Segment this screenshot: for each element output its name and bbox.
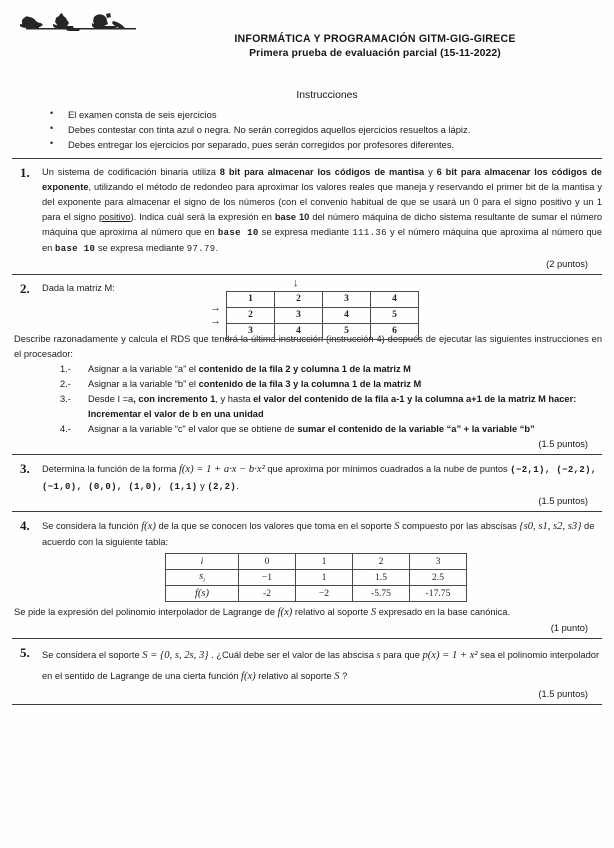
text-fragment: Asignar a la variable “c” el valor que se obtiene de	[88, 424, 298, 435]
data-point-last: (2,2)	[207, 481, 237, 492]
row-label-i: i	[166, 553, 239, 569]
exercise-4	[0, 518, 614, 633]
step-marker: 3.-	[60, 394, 71, 405]
text-bold: el valor del contenido de la fila a-1 y la columna a+1 de la matriz M hacer:	[253, 394, 577, 405]
function-symbol: f(x)	[277, 606, 293, 618]
text-mono-bold: base 10	[217, 228, 259, 239]
exercise-points: (1.5 puntos)	[538, 689, 588, 700]
exercise-2-steps	[12, 362, 602, 437]
list-item: • El examen consta de seis ejercicios	[46, 107, 614, 122]
polynomial-expression: p(x) = 1 + x²	[422, 649, 478, 661]
text-fragment: Asignar a la variable “a” el	[88, 364, 199, 374]
exercise-5-text	[42, 645, 602, 687]
exercise-points: (2 puntos)	[546, 258, 588, 269]
text-fragment: del número máquina de dicho sistema resultante de sumar el número máquina que aproxima al número que en	[42, 212, 602, 238]
matrix-cell: 4	[323, 307, 371, 323]
text-fragment: Se pide la expresión del polinomio interpolador de Lagrange de	[14, 606, 278, 617]
text-fragment: relativo al soporte	[255, 671, 335, 682]
exercise-number: 1.	[20, 164, 30, 180]
text-fragment: ). Indica cuál será la expresión en	[130, 212, 275, 223]
list-item	[60, 377, 602, 392]
matrix-cell: 1	[227, 291, 275, 307]
text-fragment: , y hasta	[215, 394, 254, 405]
exam-title-block	[150, 32, 600, 61]
text-fragment: Se considera el soporte	[42, 649, 143, 660]
text-fragment: Un sistema de codificación binaria utiliza	[42, 166, 220, 177]
table-cell: 1	[296, 569, 353, 585]
matrix-cell: 6	[371, 323, 419, 339]
support-definition: S = {0, s, 2s, 3}	[142, 649, 209, 661]
table-row	[227, 291, 419, 307]
matrix-m-table	[226, 291, 419, 340]
text-fragment: relativo al soporte	[292, 606, 371, 617]
function-symbol: f(x)	[141, 521, 156, 533]
text-fragment: , utilizando el método de redondeo para aproximar los valores reales que maneja y reservando el primer bit de la mantisa y del exponente para almacenar el signo de los números (con el convenio habitual de que se usará un 0 para el signo positivo y un 1 para el signo	[42, 181, 602, 223]
exercise-1-text	[42, 165, 602, 257]
row-label-text	[195, 588, 209, 599]
exercise-1	[0, 165, 614, 269]
section-divider	[12, 511, 602, 512]
exercise-4-text	[42, 518, 602, 550]
table-cell: 2.5	[410, 569, 467, 585]
section-divider	[12, 638, 602, 639]
matrix-cell: 4	[371, 291, 419, 307]
matrix-cell: 3	[323, 291, 371, 307]
text-bold: contenido de la fila 3 y la columna 1 de la matriz M	[198, 379, 422, 390]
row-label-fs	[166, 585, 239, 601]
support-symbol: S	[334, 671, 340, 683]
pen-row2-arrow-icon: →	[210, 301, 221, 314]
exercise-5	[0, 645, 614, 699]
exercise-number: 3.	[20, 461, 30, 477]
text-fragment: y el número máquina que aproxima al número que en	[42, 227, 602, 253]
table-cell: -2	[239, 585, 296, 601]
step-marker: 4.-	[60, 424, 71, 435]
row-label-fn: f(s)	[194, 587, 210, 599]
course-title: INFORMÁTICA Y PROGRAMACIÓN GITM-GIG-GIRECE	[234, 33, 516, 45]
matrix-cell: 5	[323, 323, 371, 339]
support-symbol: S	[394, 521, 400, 533]
table-row	[166, 585, 467, 601]
exercise-points: (1.5 puntos)	[538, 496, 588, 507]
text-fragment: de la que se conocen los valores que toma en el soporte	[155, 521, 395, 532]
interpolation-table-region	[12, 553, 602, 602]
text-fragment: para que	[380, 649, 423, 660]
interpolation-data-table	[165, 553, 467, 602]
step-marker: 2.-	[60, 379, 71, 390]
list-item	[60, 392, 602, 422]
matrix-cell: 3	[275, 307, 323, 323]
table-row	[227, 323, 419, 339]
variable-s: s	[376, 649, 381, 661]
text-fragment: se expresa mediante	[258, 227, 353, 238]
exercise-number: 5.	[20, 644, 30, 660]
text-fragment: .	[236, 480, 239, 491]
text-fragment: sea el polinomio interpolador en el sentido de Lagrange de una cierta función	[42, 649, 600, 682]
section-divider	[12, 158, 602, 159]
table-cell: 3	[410, 553, 467, 569]
text-bold: contenido de la fila 2 y columna 1 de la matriz M	[198, 364, 411, 374]
text-fragment: Desde I =a	[88, 394, 134, 405]
instructions-heading: Instrucciones	[296, 90, 358, 101]
matrix-cell: 3	[227, 323, 275, 339]
table-cell: 0	[239, 553, 296, 569]
matrix-cell: 5	[371, 307, 419, 323]
table-cell: -17.75	[410, 585, 467, 601]
value-number: 111.36	[352, 228, 387, 239]
text-fragment: expresado en la base canónica.	[376, 606, 511, 617]
matrix-cell: 2	[227, 307, 275, 323]
text-fragment: Asignar a la variable “b” el	[88, 379, 199, 390]
exercise-points: (1 punto)	[550, 622, 588, 633]
table-cell: −2	[296, 585, 353, 601]
text-fragment: .	[215, 242, 219, 253]
exercise-4-closing	[14, 604, 602, 621]
exam-subtitle: Primera prueba de evaluación parcial (15-11-2022)	[249, 48, 501, 60]
row-label-s: $s_i$	[166, 569, 239, 585]
step-extra-line: Incrementar el valor de b en una unidad	[88, 409, 264, 420]
exercise-2	[0, 276, 614, 450]
value-number: 97.79	[186, 243, 216, 254]
table-cell: 1.5	[353, 569, 410, 585]
list-item: • Debes contestar con tinta azul o negra. No serán corregidos aquellos ejercicios resueltos a lápiz.	[46, 122, 614, 137]
text-fragment: ?	[339, 671, 348, 682]
exercise-number: 4.	[20, 518, 30, 534]
text-bold: base 10	[274, 212, 310, 223]
section-divider	[12, 274, 602, 275]
text-fragment: Se considera la función	[42, 521, 142, 532]
text-fragment: y	[197, 480, 208, 491]
list-item: • Debes entregar los ejercicios por separado, pues serán corregidos por profesores diferentes.	[46, 137, 614, 152]
text-bold: sumar el contenido de la variable “a” + la variable “b”	[297, 424, 535, 435]
text-bold: 6 bit para almacenar los códigos de exponente	[42, 166, 602, 192]
pen-column-arrow-icon: ↓	[293, 276, 299, 289]
step-marker: 1.-	[60, 364, 71, 374]
text-fragment: de acuerdo con la siguiente tabla:	[42, 521, 595, 548]
table-cell: -5.75	[353, 585, 410, 601]
table-row	[166, 553, 467, 569]
page-header	[0, 0, 614, 84]
row-label-text: s	[199, 570, 204, 582]
instructions-list	[0, 107, 614, 153]
table-cell: 1	[296, 553, 353, 569]
formula-least-squares: f(x) = 1 + a·x − b·x²	[178, 464, 265, 476]
section-divider	[12, 704, 602, 705]
table-cell: 2	[353, 553, 410, 569]
table-row	[166, 569, 467, 585]
text-fragment: . ¿Cuál debe ser el valor de las abscisa	[208, 649, 377, 660]
abscissas-set: {s0, s1, s2, s3}	[519, 521, 582, 533]
university-logo-icon	[18, 12, 140, 40]
matrix-region	[12, 276, 602, 337]
exercise-2-lead: Dada la matriz M:	[42, 282, 115, 293]
pen-row3-arrow-icon: →	[210, 314, 221, 327]
matrix-cell: 2	[275, 291, 323, 307]
text-fragment: Determina la función de la forma	[42, 464, 179, 475]
list-item	[60, 422, 602, 437]
section-divider	[12, 454, 602, 455]
instructions-section	[0, 90, 614, 153]
text-underlined: positivo	[98, 212, 131, 223]
support-symbol: S	[370, 606, 377, 618]
exercise-3	[0, 461, 614, 506]
text-bold: 8 bit para almacenar los códigos de mantisa	[219, 166, 425, 177]
text-mono-bold: base 10	[54, 243, 96, 254]
exercise-number: 2.	[20, 280, 30, 296]
text-fragment: que aproxima por mínimos cuadrados a la nube de puntos	[264, 464, 511, 475]
text-fragment: compuesto por las abscisas	[399, 521, 520, 532]
text-fragment: y	[424, 166, 437, 177]
function-symbol: f(x)	[241, 671, 256, 683]
list-item	[60, 362, 602, 377]
table-cell: −1	[239, 569, 296, 585]
exercise-2-intro: Describe razonadamente y calcula el RDS que tendrá la última instrucción (instrucción 4) después de ejecutar las siguientes instrucciones en el procesador:	[14, 333, 602, 359]
table-row	[227, 307, 419, 323]
matrix-cell: 4	[275, 323, 323, 339]
exercise-points: (1.5 puntos)	[538, 439, 588, 450]
data-points-list: (−2,1), (−2,2), (−1,0), (0,0), (1,0), (1,1)	[42, 465, 597, 492]
text-bold: , con incremento 1	[133, 394, 216, 405]
text-fragment: se expresa mediante	[95, 242, 187, 253]
exercise-3-text	[42, 461, 602, 494]
